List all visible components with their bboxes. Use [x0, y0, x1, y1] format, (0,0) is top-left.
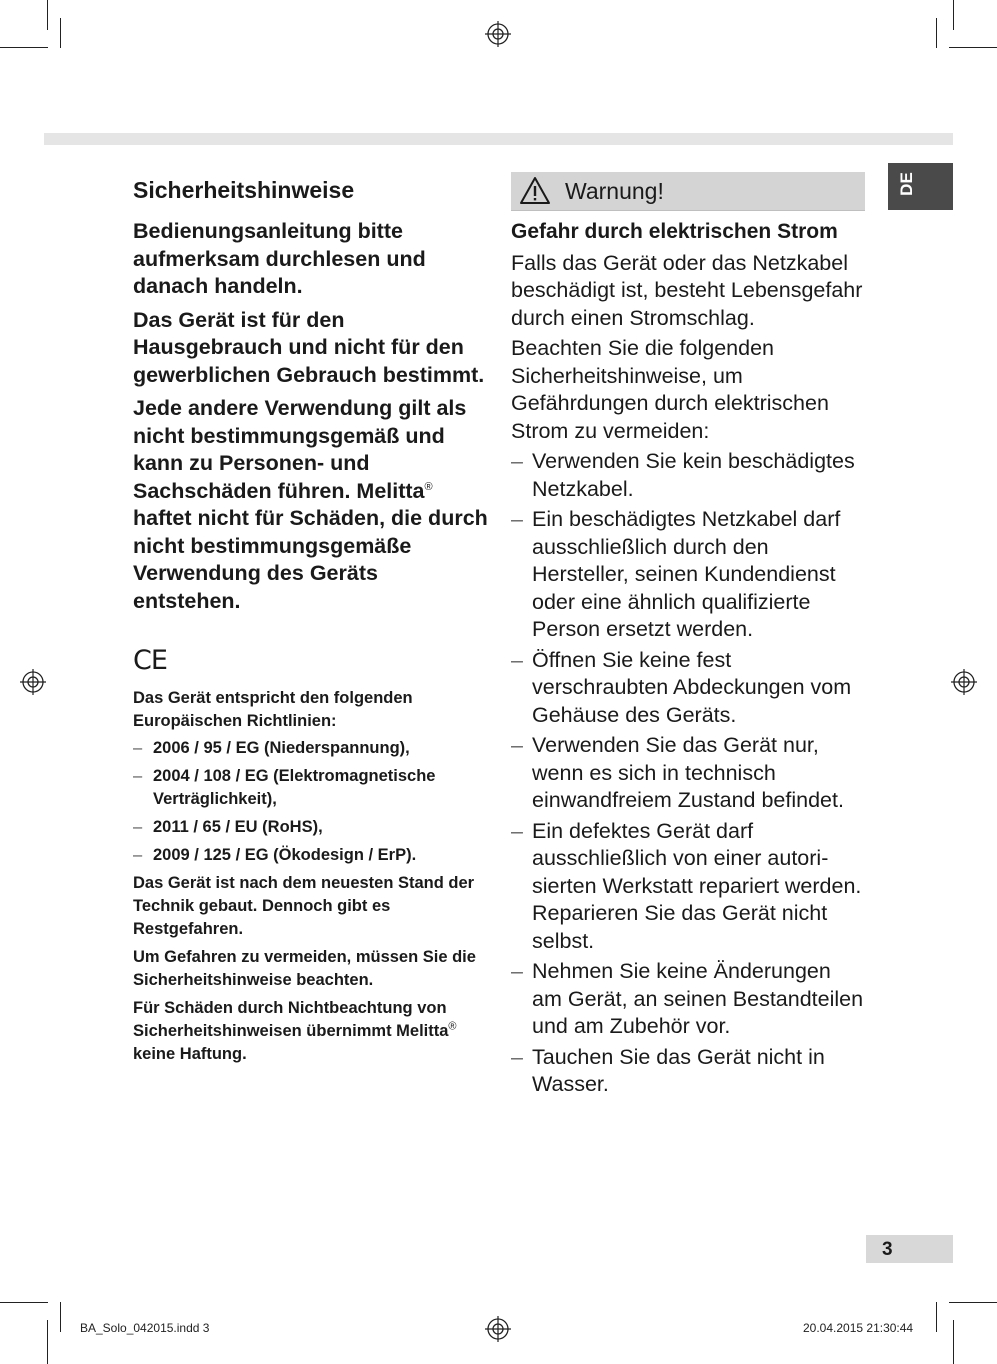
safety-item: – Öffnen Sie keine fest verschraubten Abdeckungen vom Gehäuse des Geräts.	[511, 647, 865, 730]
right-column	[511, 172, 865, 1102]
crop-mark	[47, 1320, 48, 1364]
directives-intro: Das Gerät entspricht den folgenden Europäischen Richtlinien:	[133, 689, 413, 730]
safety-item: – Ein beschädigtes Netzkabel darf ausschließlich durch den Hersteller, seinen Kundendienst oder eine ähnlich qualifizierte Person ersetzt werden.	[511, 506, 865, 644]
crop-mark	[949, 1302, 997, 1303]
language-tab-label: DE	[897, 172, 916, 196]
directive-item: – 2004 / 108 / EG (Elektromagnetische Verträglichkeit),	[133, 765, 488, 811]
safety-item: – Tauchen Sie das Gerät nicht in Wasser.	[511, 1044, 865, 1099]
crop-mark	[0, 47, 48, 48]
header-bar	[44, 133, 953, 145]
hazard-heading: Gefahr durch elektrischen Strom	[511, 220, 838, 243]
crop-mark	[949, 47, 997, 48]
lead-paragraph	[133, 395, 488, 615]
ce-mark-icon: CE	[133, 645, 167, 676]
lead-text: haftet nicht für Schäden, die durch nicht bestimmungsgemäße Verwendung des Geräts entstehen.	[133, 506, 488, 613]
body-paragraph: Beachten Sie die folgenden Sicherheitshinweise, um Gefährdungen durch elektrischen Strom zu vermeiden:	[511, 336, 829, 443]
registered-mark: ®	[424, 480, 433, 493]
crop-mark	[60, 18, 61, 48]
registration-mark-icon	[951, 669, 977, 695]
closing-paragraph: Um Gefahren zu vermeiden, müssen Sie die Sicherheitshinweise beachten.	[133, 948, 476, 989]
crop-mark	[953, 0, 954, 30]
section-title: Sicherheitshinweise	[133, 177, 355, 203]
footer-date: 20.04.2015 21:30:44	[803, 1321, 914, 1335]
crop-mark	[936, 18, 937, 48]
page-number: 3	[866, 1235, 953, 1263]
lead-text: Jede andere Verwendung gilt als nicht bestimmungsgemäß und kann zu Personen- und Sachschäden führen. Melitta	[133, 396, 467, 503]
directive-item: – 2011 / 65 / EU (RoHS),	[133, 816, 488, 839]
body-paragraph: Falls das Gerät oder das Netzkabel beschädigt ist, besteht Lebensgefahr durch einen Stromschlag.	[511, 250, 863, 330]
liability-text: keine Haftung.	[133, 1045, 247, 1063]
safety-item: – Verwenden Sie das Gerät nur, wenn es sich in technisch einwandfreiem Zustand befindet.	[511, 732, 865, 815]
liability-paragraph	[133, 997, 488, 1066]
lead-paragraph: Bedienungsanleitung bitte aufmerksam durchlesen und danach handeln.	[133, 219, 426, 298]
directives-list	[133, 737, 488, 867]
left-column	[133, 172, 488, 1066]
safety-item: – Nehmen Sie keine Änderungen am Gerät, an seinen Bestandteilen und am Zubehör vor.	[511, 958, 865, 1041]
closing-paragraph: Das Gerät ist nach dem neuesten Stand der Technik gebaut. Dennoch gibt es Restgefahren.	[133, 874, 475, 938]
lead-paragraph: Das Gerät ist für den Hausgebrauch und nicht für den gewerblichen Gebrauch bestimmt.	[133, 307, 485, 387]
registered-mark: ®	[448, 1020, 457, 1033]
registration-mark-icon	[485, 21, 511, 47]
liability-text: Für Schäden durch Nichtbeachtung von Sicherheitshinweisen übernimmt Melitta	[133, 999, 449, 1040]
safety-list	[511, 448, 865, 1099]
safety-item: – Verwenden Sie kein beschädigtes Netzkabel.	[511, 448, 865, 503]
registration-mark-icon	[485, 1316, 511, 1342]
directive-item: – 2009 / 125 / EG (Ökodesign / ErP).	[133, 844, 488, 867]
crop-mark	[0, 1302, 48, 1303]
warning-triangle-icon	[519, 176, 551, 206]
footer-file: BA_Solo_042015.indd 3	[80, 1321, 210, 1335]
crop-mark	[47, 0, 48, 30]
crop-mark	[936, 1302, 937, 1332]
warning-label: Warnung!	[565, 178, 664, 204]
language-tab	[888, 163, 953, 210]
registration-mark-icon	[20, 669, 46, 695]
directive-item: – 2006 / 95 / EG (Niederspannung),	[133, 737, 488, 760]
crop-mark	[60, 1302, 61, 1332]
warning-box	[511, 172, 865, 211]
safety-item: – Ein defektes Gerät darf ausschließlich von einer autori-sierten Werkstatt repariert werden. Reparieren Sie das Gerät nicht selbst.	[511, 818, 865, 956]
crop-mark	[953, 1320, 954, 1364]
